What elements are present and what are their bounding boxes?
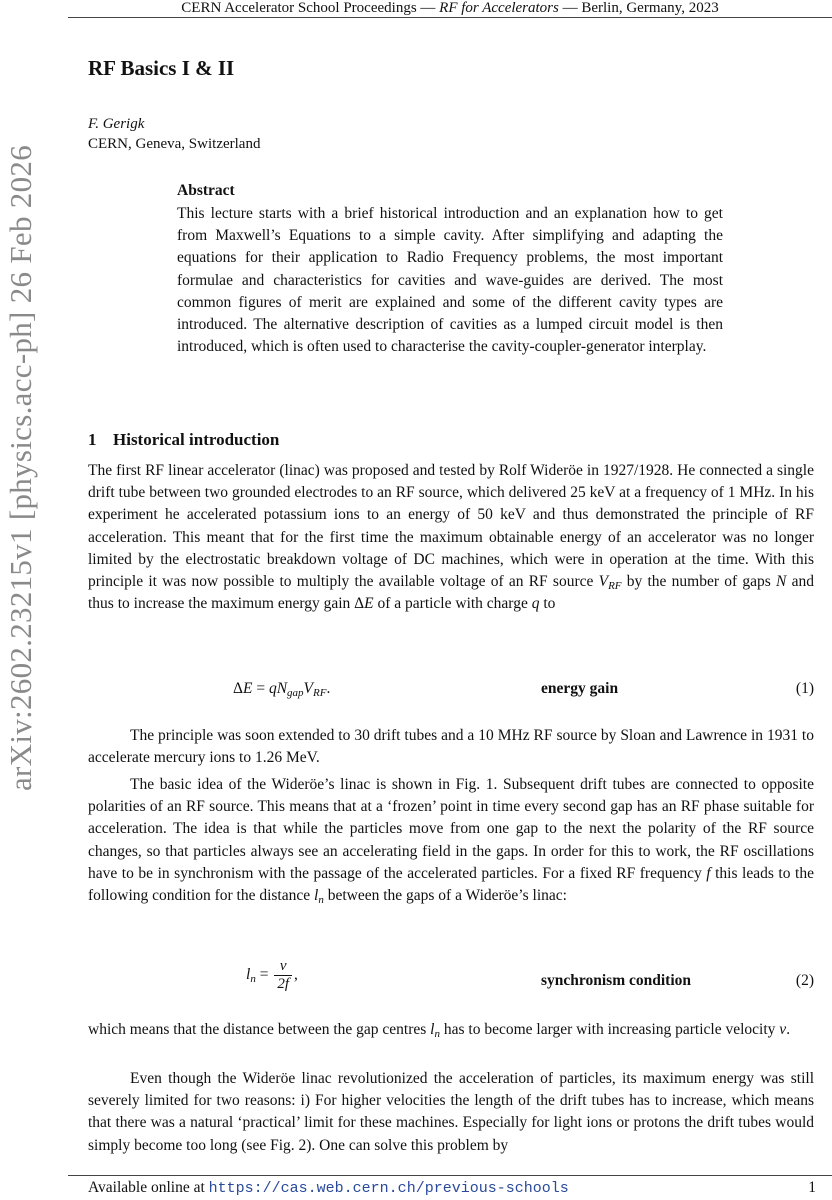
var-l-n-2: $l_n$ xyxy=(430,1021,440,1040)
header-suffix: — Berlin, Germany, 2023 xyxy=(558,0,719,16)
var-l-n: $l_n$ xyxy=(314,887,324,907)
paragraph-5: Even though the Wideröe linac revolutionized the acceleration of particles, its maximum energy was still severely limited for two reasons: i) For higher velocities the length of the drift tubes has to increase, which means that there was a natural ‘practical’ limit for these machines. Especially for light ions or protons the drift tubes would simply become too long (see Fig. 2). One can solve this problem by xyxy=(88,1070,814,1154)
section-heading xyxy=(88,430,279,450)
equation-1-number: (1) xyxy=(795,680,814,697)
paper-title: RF Basics I & II xyxy=(88,56,235,80)
para1-text-d: of a particle with charge xyxy=(373,595,532,613)
para3-text-c: between the gaps of a Wideröe’s linac: xyxy=(323,887,567,905)
para1-text-c: and thus to increase the maximum energy gain xyxy=(88,573,814,613)
equation-2 xyxy=(88,958,814,992)
arxiv-identifier: arXiv:2602.23215v1 [physics.acc-ph] 26 Feb 2026 xyxy=(3,144,38,792)
var-e: E xyxy=(364,595,374,613)
equation-2-label: synchronism condition xyxy=(541,972,692,989)
equation-1 xyxy=(88,672,814,706)
footer-prefix: Available online at xyxy=(88,1179,209,1196)
author-name: F. Gerigk xyxy=(88,116,145,132)
equation-1-formula: $\Delta E = qN_{gap}V_{RF}$. xyxy=(233,680,331,699)
para1-text-a: The first RF linear accelerator (linac) was proposed and tested by Rolf Wideröe in 1927/1928. He connected a single drift tube between two grounded electrodes to an RF source, which delivered 25 keV at a frequency of 1 MHz. In his experiment he accelerated potassium ions to an energy of 50 keV and thus demonstrated the principle of RF acceleration. This meant that for the first time the maximum obtainable energy of an accelerator was no longer limited by the electrostatic breakdown voltage of DC machines, which were in operation at the time. With this principle it was now possible to multiply the available voltage of an RF source xyxy=(88,462,814,591)
paragraph-4 xyxy=(88,1019,814,1041)
paragraph-1 xyxy=(88,460,814,615)
running-header xyxy=(68,0,832,18)
para3-text-a: The basic idea of the Wideröe’s linac is shown in Fig. 1. Subsequent drift tubes are connected to opposite polarities of an RF source. This means that at a ‘frozen’ point in time every second gap has an RF phase suitable for acceleration. The idea is that while the particles move from one gap to the next the polarity of the RF source changes, so that particles always see an accelerating field in the gaps. In order for this to work, the RF oscillations have to be in synchronism with the passage of the accelerated particles. For a fixed RF frequency xyxy=(88,776,814,882)
para1-text-b: by the number of gaps xyxy=(621,573,777,591)
section-title: Historical introduction xyxy=(113,430,280,449)
var-f: f xyxy=(706,864,711,882)
para4-text-b: has to become larger with increasing particle velocity xyxy=(439,1021,780,1038)
header-series: RF for Accelerators xyxy=(439,0,559,16)
paragraph-2: The principle was soon extended to 30 drift tubes and a 10 MHz RF source by Sloan and Lawrence in 1931 to accelerate mercury ions to 1.26 MeV. xyxy=(88,727,814,767)
equation-2-fraction: $\frac{v}{2f}$ xyxy=(274,958,292,993)
para1-text-e: to xyxy=(539,595,556,613)
var-n: N xyxy=(776,573,787,591)
abstract-text: This lecture starts with a brief historical introduction and an explanation how to get from Maxwell’s Equations to a simple cavity. After simplifying and adapting the equations for their application to Radio Frequency problems, the most important formulae and characteristics for cavities and wave-guides are derived. The most common figures of merit are explained and some of the different cavity types are introduced. The alternative description of cavities as a lumped circuit model is then introduced, which is often used to characterise the cavity-coupler-generator interplay. xyxy=(177,205,723,356)
footer-link[interactable]: https://cas.web.cern.ch/previous-schools xyxy=(208,1180,569,1197)
var-q: q xyxy=(531,595,540,613)
footer-rule xyxy=(68,1175,832,1176)
para4-text-a: which means that the distance between the gap centres xyxy=(88,1021,431,1038)
var-v: v xyxy=(779,1021,787,1038)
abstract-heading: Abstract xyxy=(177,182,235,199)
para4-text-c: . xyxy=(786,1021,791,1038)
header-prefix: CERN Accelerator School Proceedings — xyxy=(181,0,440,16)
delta-symbol: Δ xyxy=(354,595,365,613)
para3-text-b: this leads to the following condition for the distance xyxy=(88,864,814,905)
page-footer xyxy=(88,1179,816,1197)
var-v-rf: $V_{RF}$ xyxy=(598,573,622,593)
author-affiliation: CERN, Geneva, Switzerland xyxy=(88,136,261,152)
paragraph-3 xyxy=(88,774,814,907)
equation-2-formula: $l_n$ = $\frac{v}{2f}$ , xyxy=(246,958,298,992)
section-number: 1 xyxy=(88,430,97,449)
equation-1-label: energy gain xyxy=(541,680,619,697)
page-number: 1 xyxy=(808,1179,816,1196)
equation-2-number: (2) xyxy=(795,972,814,989)
